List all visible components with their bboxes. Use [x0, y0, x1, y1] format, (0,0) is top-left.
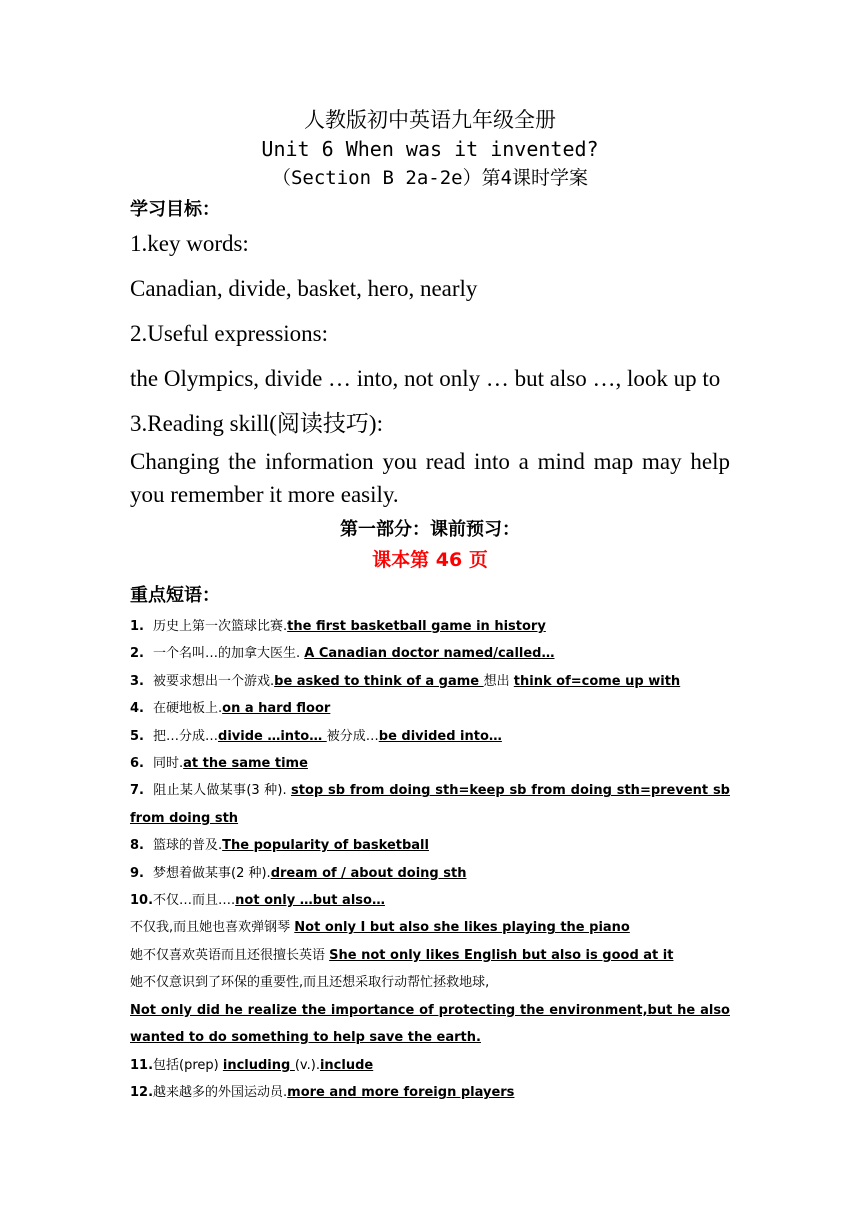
example-sentence: 她不仅意识到了环保的重要性,而且还想采取行动帮忙拯救地球,: [130, 975, 490, 991]
title-block: [130, 106, 730, 193]
reading-skill-label: 3.Reading skill(阅读技巧):: [130, 411, 383, 436]
list-item: 10.不仅…而且….not only …but also…: [130, 893, 385, 909]
page-reference: 课本第 46 页: [372, 549, 488, 571]
list-item: 3. 被要求想出一个游戏.be asked to think of a game 想出 think of=come up with: [130, 673, 681, 689]
list-item: 12.越来越多的外国运动员.more and more foreign players: [130, 1084, 515, 1100]
objectives-heading: 学习目标：: [130, 199, 220, 220]
list-item: 11.包括(prep) including (v.).include: [130, 1057, 374, 1073]
list-item: 1. 历史上第一次篮球比赛.the first basketball game in history: [130, 619, 546, 634]
section-title: （Section B 2a-2e）第4课时学案: [271, 167, 589, 189]
key-words-text: Canadian, divide, basket, hero, nearly: [130, 276, 478, 301]
reading-skill-text: Changing the information you read into a mind map may help you remember it more easily.: [130, 449, 730, 507]
phrase-list: [130, 613, 730, 1106]
list-item: 6. 同时.at the same time: [130, 756, 308, 772]
document-page: [130, 100, 730, 1106]
key-words-label: 1.key words:: [130, 231, 249, 256]
example-sentence: 她不仅喜欢英语而且还很擅长英语 She not only likes English but also is good at it: [130, 947, 674, 963]
doc-title: 人教版初中英语九年级全册: [304, 108, 556, 132]
example-sentence: Not only did he realize the importance of protecting the environment,but he also wanted to do something to help save the earth.: [130, 1002, 730, 1046]
useful-expressions-text: the Olympics, divide … into, not only … but also …, look up to: [130, 366, 721, 391]
part1-heading: 第一部分：课前预习：: [340, 519, 520, 540]
phrases-heading: 重点短语：: [130, 585, 220, 606]
list-item: 5. 把…分成…divide …into… 被分成…be divided into…: [130, 728, 502, 744]
list-item: 9. 梦想着做某事(2 种).dream of / about doing sth: [130, 865, 467, 881]
unit-title: Unit 6 When was it invented?: [261, 137, 599, 161]
list-item: 4. 在硬地板上.on a hard floor: [130, 701, 331, 717]
useful-expressions-label: 2.Useful expressions:: [130, 321, 329, 346]
list-item: 8. 篮球的普及.The popularity of basketball: [130, 838, 429, 854]
list-item: 7. 阻止某人做某事(3 种). stop sb from doing sth=keep sb from doing sth=prevent sb from doing sth: [130, 783, 730, 826]
example-sentence: 不仅我,而且她也喜欢弹钢琴 Not only I but also she likes playing the piano: [130, 920, 630, 936]
list-item: 2. 一个名叫…的加拿大医生. A Canadian doctor named/called…: [130, 646, 555, 662]
